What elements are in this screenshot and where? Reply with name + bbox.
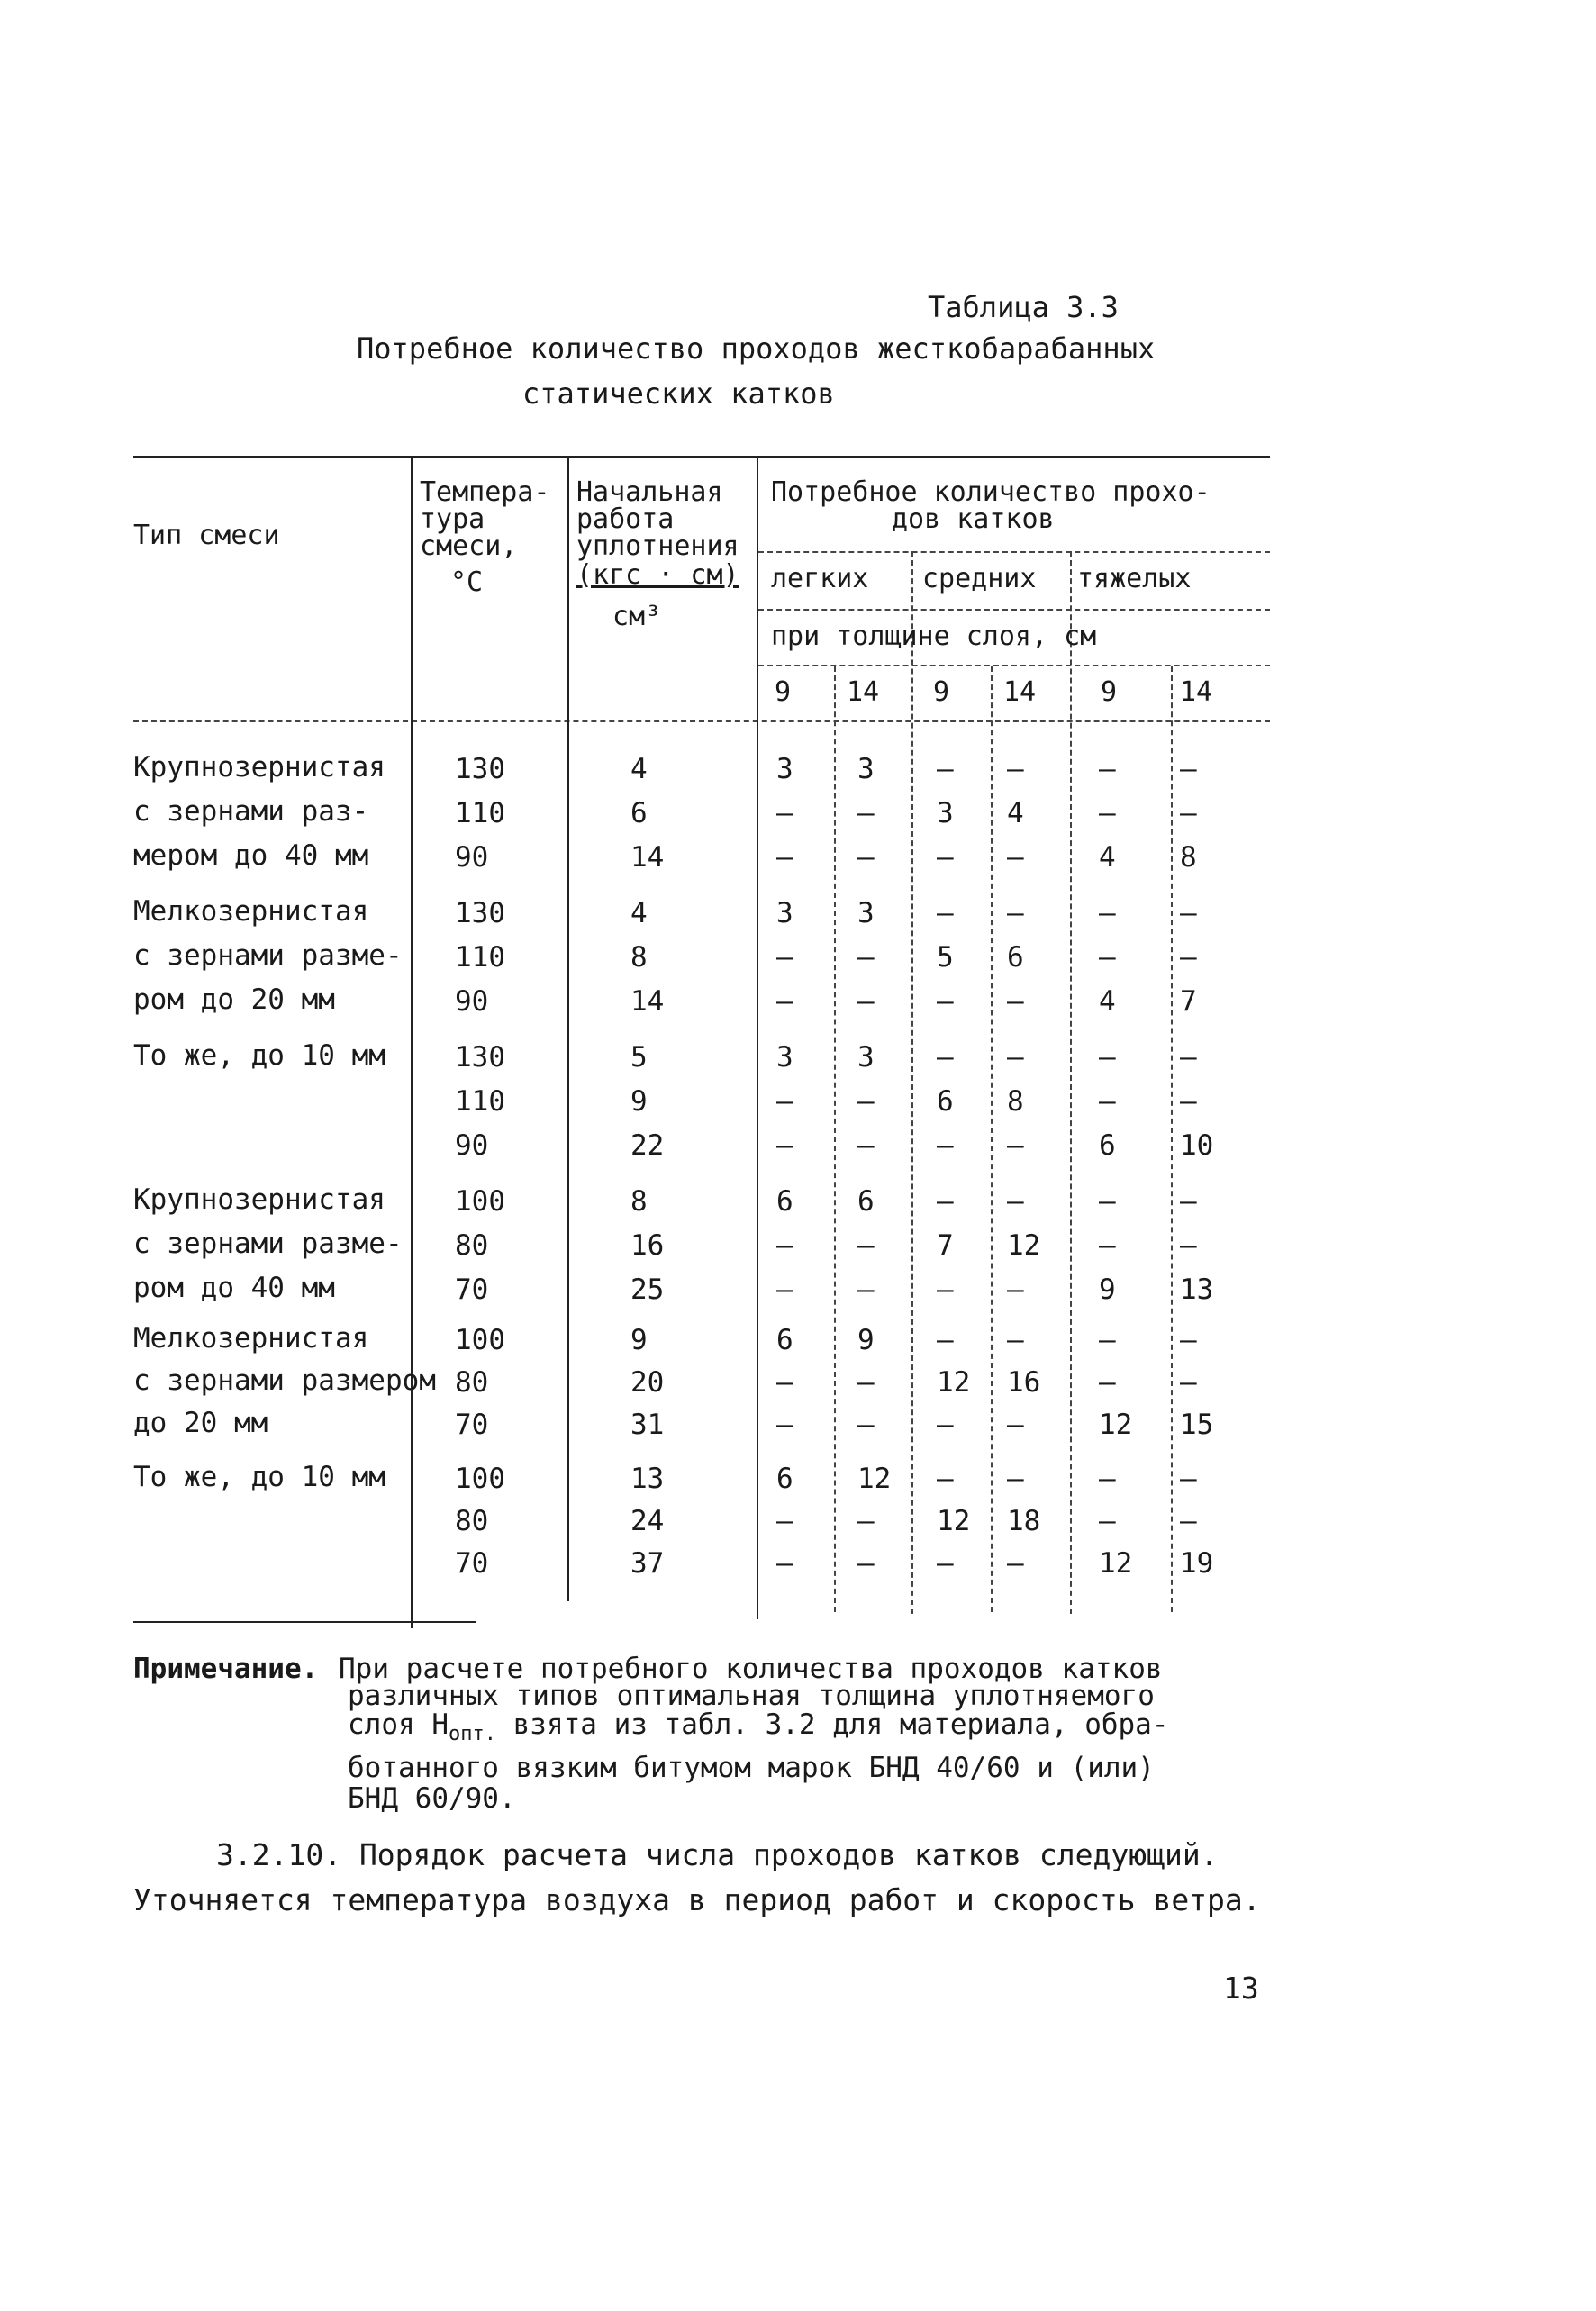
header-type: Тип смеси [133, 520, 280, 551]
table-cell: – [1007, 1129, 1024, 1162]
table-cell: 8 [630, 1185, 648, 1218]
row-type-label: Мелкозернистая [133, 895, 369, 928]
table-cell: 16 [1007, 1366, 1041, 1399]
table-cell: 8 [1180, 841, 1197, 874]
table-cell: – [776, 1547, 793, 1580]
table-cell: – [937, 1324, 954, 1356]
header-temp-4: °C [450, 566, 484, 598]
table-cell: 110 [455, 941, 505, 974]
table-cell: – [857, 1273, 875, 1306]
header-medium: средних [922, 563, 1037, 594]
row-type-label: Мелкозернистая [133, 1322, 369, 1355]
table-cell: 7 [1180, 985, 1197, 1018]
row-type-label: с зернами разме- [133, 1228, 403, 1260]
table-cell: – [937, 1041, 954, 1074]
table-cell: 130 [455, 897, 505, 929]
subheader-rule-1 [758, 551, 1270, 553]
table-cell: 6 [1007, 941, 1024, 974]
table-cell: – [1099, 941, 1116, 974]
table-cell: 90 [455, 841, 489, 874]
table-cell: – [1180, 897, 1197, 929]
table-cell: – [857, 941, 875, 974]
row-type-label: до 20 мм [133, 1407, 268, 1439]
table-cell: 100 [455, 1324, 505, 1356]
row-type-label: Крупнозернистая [133, 751, 385, 784]
table-cell: – [1007, 841, 1024, 874]
table-cell: – [1180, 941, 1197, 974]
table-cell: – [1099, 1041, 1116, 1074]
note-line2: различных типов оптимальная толщина уплотняемого [348, 1680, 1155, 1712]
table-cell: 12 [1007, 1229, 1041, 1262]
thick-val-2: 14 [847, 676, 880, 708]
table-cell: 9 [1099, 1273, 1116, 1306]
table-cell: – [1007, 985, 1024, 1018]
table-cell: – [857, 1409, 875, 1441]
table-title-line1: Потребное количество проходов жесткобарабанных [357, 331, 1156, 366]
table-cell: – [1180, 1185, 1197, 1218]
table-cell: 8 [1007, 1085, 1024, 1118]
col-divider-3 [991, 666, 993, 1612]
table-cell: – [776, 985, 793, 1018]
header-temp-3: смеси, [420, 530, 518, 562]
table-cell: 90 [455, 1129, 489, 1162]
header-temp-1: Темпера- [420, 476, 550, 508]
table-cell: 12 [1099, 1409, 1133, 1441]
col-divider-work [567, 458, 569, 1601]
table-cell: 20 [630, 1366, 665, 1399]
table-cell: 8 [630, 941, 648, 974]
row-type-label: мером до 40 мм [133, 839, 369, 872]
table-cell: 3 [776, 897, 793, 929]
thick-val-6: 14 [1180, 676, 1213, 708]
table-cell: – [1099, 1366, 1116, 1399]
row-type-label: Крупнозернистая [133, 1183, 385, 1216]
table-cell: – [1007, 1547, 1024, 1580]
table-cell: – [1180, 1085, 1197, 1118]
table-cell: – [857, 1505, 875, 1537]
table-cell: – [776, 1129, 793, 1162]
table-cell: 6 [630, 797, 648, 829]
table-cell: 24 [630, 1505, 665, 1537]
table-cell: 10 [1180, 1129, 1214, 1162]
table-cell: 80 [455, 1366, 489, 1399]
table-cell: – [776, 1409, 793, 1441]
table-cell: 16 [630, 1229, 665, 1262]
table-cell: 4 [1007, 797, 1024, 829]
table-cell: – [1099, 1085, 1116, 1118]
table-cell: – [1180, 1041, 1197, 1074]
table-cell: 3 [857, 1041, 875, 1074]
paragraph-line1: 3.2.10. Порядок расчета числа проходов катков следующий. [216, 1837, 1219, 1872]
subheader-rule-2 [758, 609, 1270, 611]
table-cell: 3 [857, 753, 875, 785]
table-cell: – [937, 1547, 954, 1580]
table-cell: – [857, 1547, 875, 1580]
table-cell: 80 [455, 1505, 489, 1537]
table-cell: 37 [630, 1547, 665, 1580]
table-cell: 22 [630, 1129, 665, 1162]
table-cell: – [776, 841, 793, 874]
table-cell: – [1007, 1185, 1024, 1218]
table-cell: – [937, 1273, 954, 1306]
table-cell: 6 [937, 1085, 954, 1118]
thick-val-4: 14 [1003, 676, 1037, 708]
table-cell: 110 [455, 1085, 505, 1118]
table-cell: – [1180, 1463, 1197, 1495]
table-cell: – [1007, 1273, 1024, 1306]
table-cell: – [937, 1409, 954, 1441]
table-cell: – [776, 1229, 793, 1262]
table-cell: 13 [1180, 1273, 1214, 1306]
table-cell: 18 [1007, 1505, 1041, 1537]
table-cell: 5 [937, 941, 954, 974]
row-type-label: с зернами размером [133, 1364, 436, 1397]
table-cell: 4 [1099, 841, 1116, 874]
table-cell: 25 [630, 1273, 665, 1306]
table-cell: – [937, 753, 954, 785]
table-cell: – [1099, 897, 1116, 929]
header-light: легких [771, 563, 869, 594]
row-type-label: То же, до 10 мм [133, 1039, 385, 1072]
table-cell: – [857, 797, 875, 829]
table-cell: 3 [776, 753, 793, 785]
table-bottom-rule [133, 1621, 476, 1623]
table-cell: 9 [630, 1324, 648, 1356]
table-cell: – [857, 1085, 875, 1118]
note-label: Примечание. [133, 1653, 319, 1685]
table-cell: 70 [455, 1547, 489, 1580]
table-cell: 110 [455, 797, 505, 829]
table-cell: 14 [630, 985, 665, 1018]
header-thickness: при толщине слоя, см [771, 621, 1097, 652]
header-passes-1: Потребное количество прохо- [771, 476, 1211, 508]
table-cell: – [1180, 753, 1197, 785]
header-work-1: Начальная [576, 476, 723, 508]
table-cell: 3 [857, 897, 875, 929]
table-cell: – [1099, 1185, 1116, 1218]
table-cell: 5 [630, 1041, 648, 1074]
row-type-label: ром до 20 мм [133, 983, 335, 1016]
header-temp-2: тура [420, 503, 485, 535]
table-cell: 13 [630, 1463, 665, 1495]
table-cell: 14 [630, 841, 665, 874]
header-work-4: (кгс · см) [576, 559, 739, 591]
table-cell: – [776, 1085, 793, 1118]
table-cell: 3 [937, 797, 954, 829]
note-line4: ботанного вязким битумом марок БНД 40/60 и (или) [348, 1752, 1155, 1784]
header-bottom-rule [133, 720, 1270, 722]
table-cell: 130 [455, 753, 505, 785]
thick-val-1: 9 [775, 676, 792, 708]
table-cell: – [937, 1463, 954, 1495]
table-cell: – [1007, 1041, 1024, 1074]
table-cell: 12 [937, 1366, 971, 1399]
table-cell: – [1180, 1366, 1197, 1399]
table-cell: – [1007, 1324, 1024, 1356]
table-cell: – [1099, 1229, 1116, 1262]
table-cell: 12 [937, 1505, 971, 1537]
table-cell: – [1007, 1463, 1024, 1495]
table-cell: – [857, 1229, 875, 1262]
table-cell: 19 [1180, 1547, 1214, 1580]
col-divider-1 [834, 666, 836, 1612]
header-work-3: уплотнения [576, 530, 739, 562]
col-divider-2 [911, 551, 913, 1614]
table-cell: 6 [776, 1324, 793, 1356]
col-divider-temp [411, 458, 413, 1628]
table-cell: 3 [776, 1041, 793, 1074]
table-cell: – [937, 985, 954, 1018]
thick-val-5: 9 [1101, 676, 1118, 708]
table-cell: – [1180, 1324, 1197, 1356]
table-cell: – [1180, 797, 1197, 829]
col-divider-4 [1070, 551, 1072, 1614]
thick-val-3: 9 [933, 676, 950, 708]
table-cell: 6 [776, 1463, 793, 1495]
row-type-label: с зернами раз- [133, 795, 369, 828]
row-type-label: ром до 40 мм [133, 1272, 335, 1304]
table-cell: – [937, 841, 954, 874]
table-cell: 9 [857, 1324, 875, 1356]
header-work-2: работа [576, 503, 675, 535]
table-cell: 6 [857, 1185, 875, 1218]
table-cell: – [1099, 1505, 1116, 1537]
table-cell: 80 [455, 1229, 489, 1262]
row-type-label: с зернами разме- [133, 939, 403, 972]
table-cell: 4 [630, 897, 648, 929]
table-title-line2: статических катков [522, 376, 835, 411]
table-cell: – [1007, 753, 1024, 785]
page-number: 13 [1223, 1971, 1259, 2006]
table-cell: 12 [857, 1463, 892, 1495]
table-cell: – [937, 1185, 954, 1218]
row-type-label: То же, до 10 мм [133, 1461, 385, 1493]
table-cell: 31 [630, 1409, 665, 1441]
col-divider-passes [757, 458, 758, 1619]
table-number: Таблица 3.3 [928, 290, 1119, 324]
table-cell: 4 [630, 753, 648, 785]
table-cell: – [1099, 797, 1116, 829]
table-cell: – [937, 1129, 954, 1162]
table-cell: – [776, 797, 793, 829]
table-cell: 4 [1099, 985, 1116, 1018]
paragraph-line2: Уточняется температура воздуха в период работ и скорость ветра. [133, 1882, 1261, 1917]
note-line3: слоя $H_{опт.}$ взята из табл. 3.2 для материала, обра- [348, 1708, 1169, 1746]
table-top-rule [133, 456, 1270, 458]
table-cell: 70 [455, 1273, 489, 1306]
note-line5: БНД 60/90. [348, 1782, 516, 1815]
table-cell: – [1099, 1324, 1116, 1356]
table-cell: – [776, 941, 793, 974]
table-cell: – [776, 1505, 793, 1537]
table-cell: – [857, 985, 875, 1018]
table-cell: 7 [937, 1229, 954, 1262]
table-cell: 100 [455, 1463, 505, 1495]
table-cell: – [857, 1366, 875, 1399]
table-cell: – [1180, 1229, 1197, 1262]
table-cell: 130 [455, 1041, 505, 1074]
table-cell: 12 [1099, 1547, 1133, 1580]
table-cell: 9 [630, 1085, 648, 1118]
table-cell: – [776, 1273, 793, 1306]
table-cell: 90 [455, 985, 489, 1018]
table-cell: 100 [455, 1185, 505, 1218]
table-cell: – [857, 1129, 875, 1162]
table-cell: 6 [1099, 1129, 1116, 1162]
table-cell: – [1007, 897, 1024, 929]
header-heavy: тяжелых [1077, 563, 1192, 594]
table-cell: – [857, 841, 875, 874]
table-cell: – [1099, 753, 1116, 785]
header-passes-2: дов катков [892, 503, 1055, 535]
note-line1: При расчете потребного количества проходов катков [339, 1653, 1163, 1685]
table-cell: – [1007, 1409, 1024, 1441]
table-cell: – [1180, 1505, 1197, 1537]
table-cell: 70 [455, 1409, 489, 1441]
table-cell: – [937, 897, 954, 929]
table-cell: 6 [776, 1185, 793, 1218]
table-cell: 15 [1180, 1409, 1214, 1441]
header-work-5: см³ [612, 601, 662, 632]
table-cell: – [776, 1366, 793, 1399]
col-divider-5 [1171, 666, 1173, 1612]
table-cell: – [1099, 1463, 1116, 1495]
